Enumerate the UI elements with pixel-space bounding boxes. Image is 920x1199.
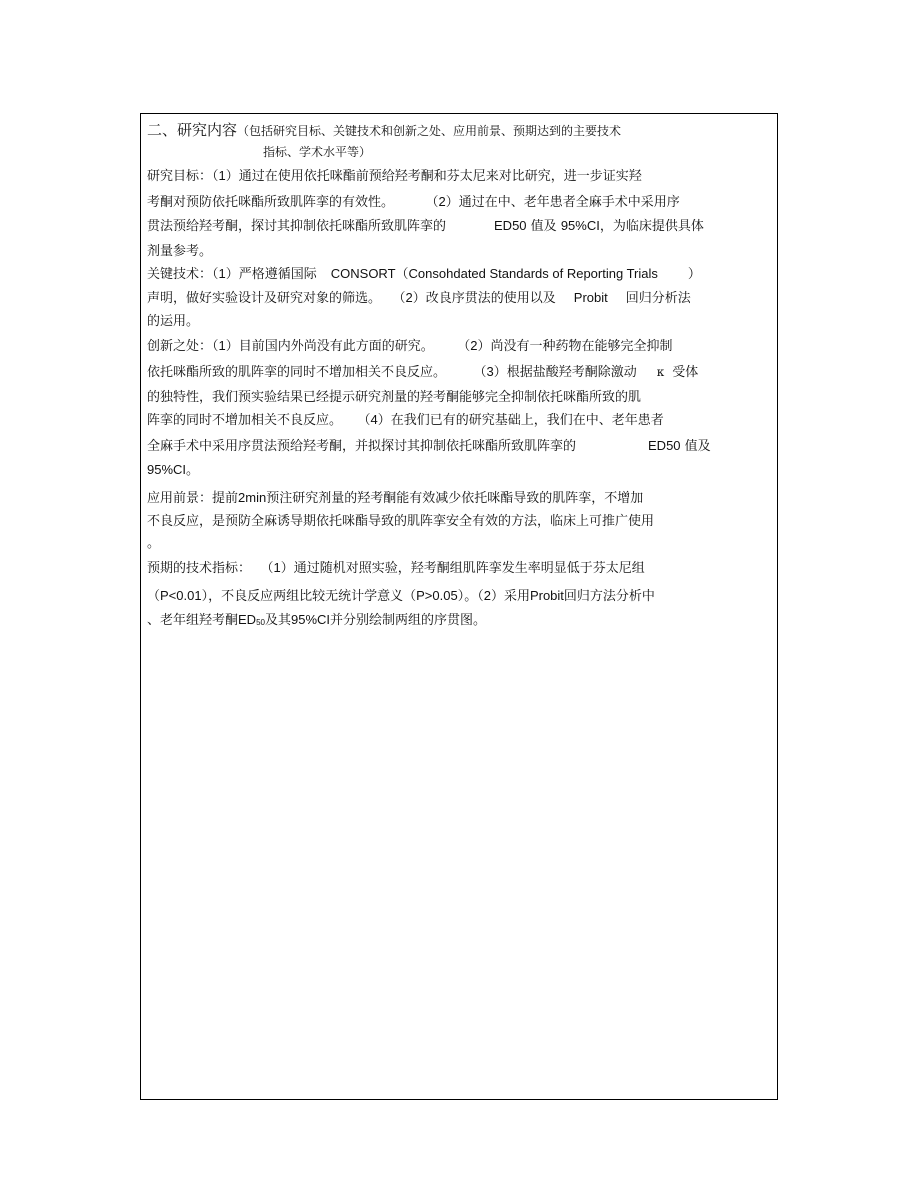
indicators-p-value: P<0.01 (160, 588, 202, 603)
tech-consort: CONSORT (330, 266, 396, 281)
innovation-text: 值及 (680, 439, 711, 454)
goal-text: 值及 (526, 219, 561, 234)
application-text: 预注研究剂量的羟考酮能有效减少依托咪酯导致的肌阵挛，不增加 (266, 491, 644, 506)
indicators-num: 2 (483, 588, 491, 603)
innovation-num: 3 (486, 364, 494, 379)
goal-line-4 (147, 242, 212, 262)
goal-text: ）通过在中、老年患者全麻手术中采用序 (445, 195, 680, 210)
innovation-text: 依托咪酯所致的肌阵挛的同时不增加相关不良反应。 (147, 365, 447, 380)
application-text: 应用前景：提前 (147, 491, 239, 506)
goal-ci: 95%CI (560, 218, 600, 233)
innovation-text: （ (480, 365, 487, 380)
innovation-num: 2 (470, 338, 478, 353)
innovation-line-3 (147, 388, 641, 408)
innovation-line-4 (147, 410, 664, 431)
application-text: 不良反应，是预防全麻诱导期依托咪酯导致的肌阵挛安全有效的方法，临床上可推广使用 (147, 514, 655, 529)
indicators-text: （ (267, 561, 274, 576)
section-heading-note-2: 指标、学术水平等） (263, 145, 372, 159)
application-time: 2min (238, 490, 267, 505)
innovation-text: ）目前国内外尚没有此方面的研究。 (225, 339, 434, 354)
tech-text: （ (399, 291, 406, 306)
tech-line-3 (147, 312, 199, 332)
tech-text: ）严格遵循国际 (225, 267, 317, 282)
tech-text: 声明，做好实验设计及研究对象的筛选。 (147, 291, 382, 306)
goal-text: 研究目标：（ (147, 169, 219, 184)
indicators-p-value: P>0.05 (416, 588, 458, 603)
goal-text: 剂量参考。 (147, 244, 213, 259)
tech-probit: Probit (573, 290, 608, 305)
indicators-line-2 (147, 586, 655, 607)
indicators-line-3 (147, 610, 486, 633)
goal-line-2 (147, 192, 680, 213)
innovation-ci: 95%CI (147, 462, 187, 477)
goal-text: 贯法预给羟考酮，探讨其抑制依托咪酯所致肌阵挛的 (147, 219, 447, 234)
section-heading-note-cont (263, 142, 371, 162)
innovation-ed50: ED50 (648, 438, 681, 453)
indicators-line-1 (147, 558, 645, 579)
innovation-text: 。 (186, 463, 200, 478)
indicators-text: 并分别绘制两组的序贯图。 (330, 613, 487, 628)
innovation-line-6 (147, 460, 199, 481)
tech-text: ） (687, 267, 701, 282)
research-content-frame (140, 113, 778, 1100)
innovation-text: 全麻手术中采用序贯法预给羟考酮，并拟探讨其抑制依托咪酯所致肌阵挛的 (147, 439, 577, 454)
indicators-text: ），不良反应两组比较无统计学意义（ (201, 589, 417, 604)
tech-text: 的运用。 (147, 314, 200, 329)
indicators-ed: ED (238, 612, 257, 627)
tech-line-1 (147, 264, 701, 285)
indicators-probit: Probit (529, 588, 564, 603)
goal-ed50: ED50 (494, 218, 527, 233)
innovation-text: （ (364, 413, 371, 428)
tech-num: 1 (218, 266, 226, 281)
application-line-1 (147, 488, 643, 509)
innovation-text: ）根据盐酸羟考酮除激动 (493, 365, 637, 380)
innovation-text: 的独特性，我们预实验结果已经提示研究剂量的羟考酮能够完全抑制依托咪酯所致的肌 (147, 390, 642, 405)
indicators-text: ）通过随机对照实验，羟考酮组肌阵挛发生率明显低于芬太尼组 (280, 561, 645, 576)
indicators-ed-subscript: 50 (256, 618, 265, 627)
tech-text: （ (395, 267, 409, 282)
indicators-num: 1 (273, 560, 281, 575)
innovation-kappa: κ (656, 365, 665, 379)
tech-text: 关键技术：（ (147, 267, 219, 282)
application-line-2 (147, 512, 654, 532)
indicators-text: ）。（ (457, 589, 484, 604)
goal-text: ）通过在使用依托咪酯前预给羟考酮和芬太尼来对比研究，进一步证实羟 (225, 169, 642, 184)
innovation-text: 阵挛的同时不增加相关不良反应。 (147, 413, 343, 428)
section-heading-line (147, 120, 621, 142)
innovation-line-1 (147, 336, 673, 357)
indicators-text: 预期的技术指标： (147, 561, 252, 576)
innovation-text: （ (463, 339, 471, 354)
goal-text: （ (432, 195, 439, 210)
indicators-text: 及其 (264, 613, 291, 628)
indicators-ci: 95%CI (291, 612, 331, 627)
goal-num: 2 (438, 194, 446, 209)
tech-num: 2 (405, 290, 413, 305)
tech-text: ）改良序贯法的使用以及 (412, 291, 556, 306)
application-line-3 (147, 534, 160, 554)
indicators-text: （ (147, 589, 161, 604)
innovation-num: 4 (370, 412, 378, 427)
section-heading-note: （包括研究目标、关键技术和创新之处、应用前景、预期达到的主要技术 (237, 124, 622, 138)
tech-consort-full: Consohdated Standards of Reporting Trials (408, 266, 658, 281)
innovation-text: ）在我们已有的研究基础上，我们在中、老年患者 (377, 413, 664, 428)
goal-line-1 (147, 166, 642, 187)
application-text: 。 (147, 536, 161, 551)
goal-text: ，为临床提供具体 (599, 219, 704, 234)
section-heading: 二、研究内容 (147, 121, 238, 139)
indicators-text: 回归方法分析中 (563, 589, 655, 604)
tech-line-2 (147, 288, 691, 309)
indicators-text: 、老年组羟考酮 (147, 613, 239, 628)
goal-num: 1 (218, 168, 226, 183)
innovation-num: 1 (218, 338, 226, 353)
indicators-text: ）采用 (490, 589, 530, 604)
tech-text: 回归分析法 (625, 291, 691, 306)
innovation-text: 受体 (672, 365, 699, 380)
goal-line-3 (147, 216, 704, 237)
innovation-line-5 (147, 436, 711, 457)
innovation-line-2 (147, 362, 698, 383)
goal-text: 考酮对预防依托咪酯所致肌阵挛的有效性。 (147, 195, 395, 210)
innovation-text: 创新之处：（ (147, 339, 219, 354)
innovation-text: ）尚没有一种药物在能够完全抑制 (477, 339, 673, 354)
